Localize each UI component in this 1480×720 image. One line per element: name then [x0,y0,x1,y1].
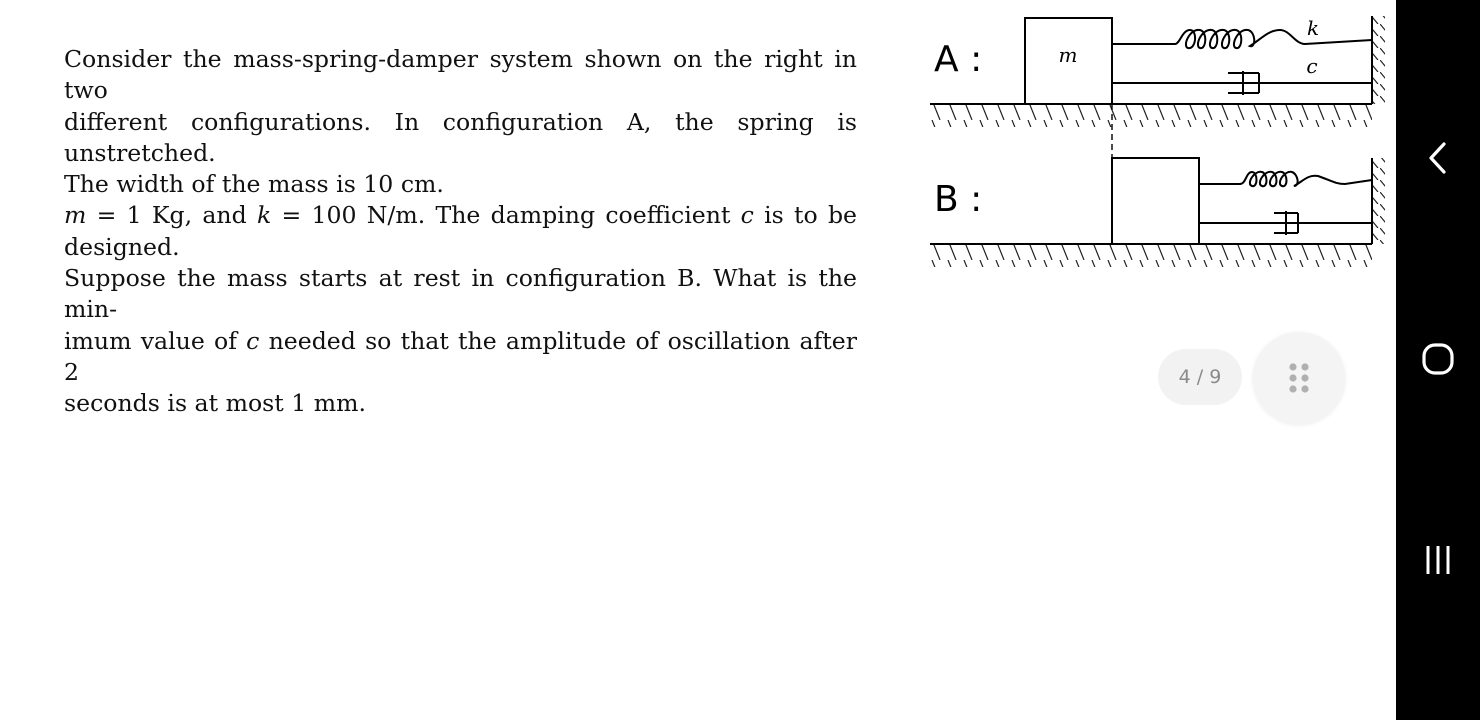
scroll-handle-button[interactable] [1253,332,1345,424]
drag-dots-icon [1287,361,1311,395]
text-line: different configurations. In configuration A, the spring is unstretched. [64,107,857,167]
recents-icon [1421,543,1455,577]
page-indicator[interactable]: 4 / 9 [1158,349,1242,405]
problem-text [64,44,857,420]
ground-a-hatch [930,105,1372,127]
mass-symbol: m [64,201,87,230]
text-line: Suppose the mass starts at rest in configuration B. What is the min- [64,264,857,324]
text-line [64,200,857,231]
home-button[interactable] [1408,329,1468,389]
text-line: designed. [64,232,180,261]
text-fragment: imum value of [64,326,247,355]
text-fragment: = 100 N/m. The damping coefficient [271,201,741,230]
figure-svg [925,10,1385,280]
text-fragment: needed so that the amplitude of oscillation after 2 [64,326,857,386]
home-icon [1421,342,1455,376]
wall-b-hatch [1373,158,1385,244]
config-b-label: B : [934,179,983,220]
ground-b-hatch [930,245,1372,267]
back-chevron-icon [1426,140,1450,176]
text-line: The width of the mass is 10 cm. [64,170,444,199]
damping-symbol: c [246,326,260,355]
recents-button[interactable] [1408,530,1468,590]
text-line: Consider the mass-spring-damper system shown on the right in two [64,45,857,105]
mass-spring-damper-figure [925,10,1385,280]
mass-label: m [1058,43,1078,67]
config-a-label: A : [934,39,983,80]
wall-a-hatch [1373,16,1385,104]
text-fragment: = 1 Kg, and [86,201,257,230]
spring-b [1199,172,1372,186]
damper-c-label: c [1306,54,1318,78]
system-nav-bar [1396,0,1480,720]
spring-k-label: k [1306,16,1320,40]
text-line: seconds is at most 1 mm. [64,389,367,418]
damping-symbol: c [740,201,754,230]
text-line [64,326,857,389]
text-fragment: is to be [753,201,858,230]
spring-symbol: k [256,201,272,230]
back-button[interactable] [1408,128,1468,188]
spring-a [1112,30,1372,48]
mass-b [1112,158,1199,244]
